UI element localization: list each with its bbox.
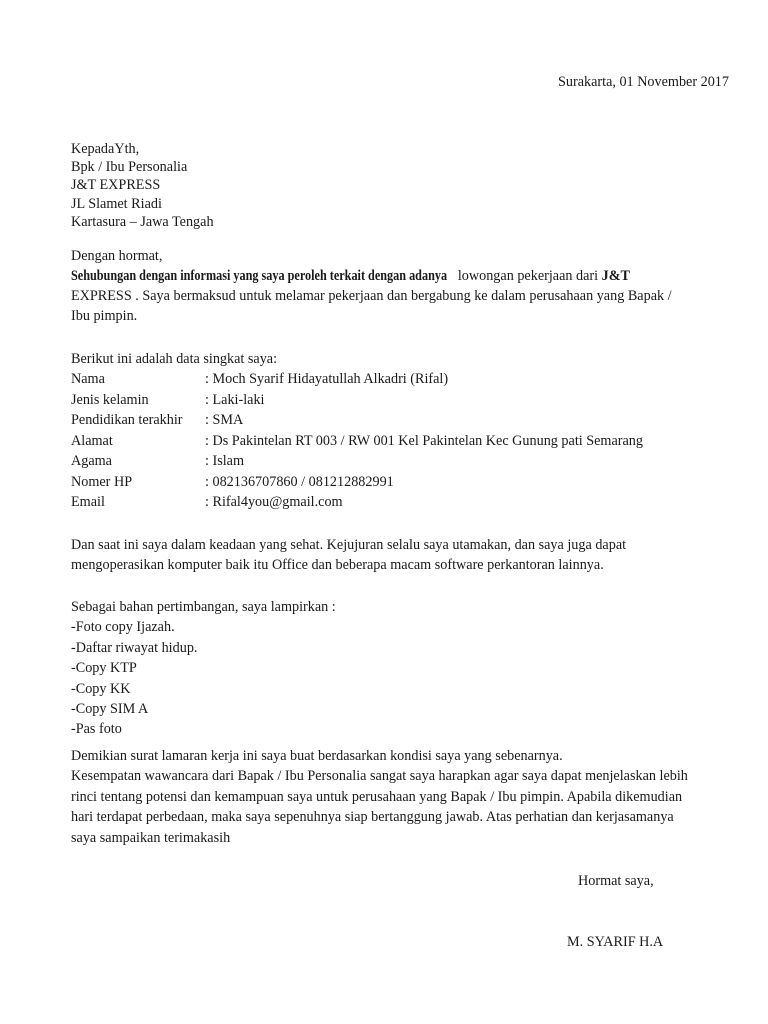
data-label: Agama [71,453,112,469]
paragraph-line: saya sampaikan terimakasih [71,829,231,846]
letter-date: Surakarta, 01 November 2017 [558,74,729,90]
recipient-company: J&T EXPRESS [71,177,161,194]
recipient-line: Bpk / Ibu Personalia [71,159,188,176]
recipient-city: Kartasura – Jawa Tengah [71,213,214,230]
data-value: : Moch Syarif Hidayatullah Alkadri (Rifal) [205,371,449,387]
company-name: J&T [601,268,630,284]
intro-bold-text: Sehubungan dengan informasi yang saya peroleh terkait dengan adanya [71,268,448,284]
attachments-list [71,597,721,740]
data-value: : Laki-laki [205,391,265,408]
intro-paragraph [71,266,721,327]
data-value: : Rifal4you@gmail.com [205,494,343,510]
signature-name: M. SYARIF H.A [567,934,664,950]
data-value: : Ds Pakintelan RT 003 / RW 001 Kel Pakintelan Kec Gunung pati Semarang [205,432,643,449]
data-value: : Islam [205,453,245,469]
company-name-cont: EXPRESS [71,288,132,305]
list-item: -Copy KK [71,680,131,697]
paragraph-line: Dan saat ini saya dalam keadaan yang sehat. Kejujuran selalu saya utamakan, dan saya juga dapat [71,537,627,553]
health-paragraph [71,535,721,576]
paragraph-line: mengoperasikan komputer baik itu Office dan beberapa macam software perkantoran lainnya. [71,557,604,574]
data-label: Email [71,494,105,510]
data-label: Nama [71,371,105,387]
attachments-heading: Sebagai bahan pertimbangan, saya lampirkan : [71,599,336,615]
paragraph-line: Kesempatan wawancara dari Bapak / Ibu Personalia sangat saya harapkan agar saya dapat menjelaskan lebih [71,768,688,785]
closing-paragraph [71,746,721,848]
data-label: Pendidikan terakhir [71,412,183,428]
data-label: Alamat [71,432,113,449]
intro-text: . Saya bermaksud untuk melamar pekerjaan dan bergabung ke dalam perusahaan yang Bapak / [131,288,672,305]
list-item: -Copy SIM A [71,700,149,717]
greeting: Dengan hormat, [71,248,163,264]
data-label: Nomer HP [71,473,133,490]
intro-text: Ibu pimpin. [71,308,138,325]
recipient-line: KepadaYth, [71,141,140,157]
intro-text: lowongan pekerjaan dari [454,268,602,284]
data-label: Jenis kelamin [71,391,149,408]
list-item: -Pas foto [71,721,122,738]
paragraph-line: hari terdapat perbedaan, maka saya sepenuhnya siap bertanggung jawab. Atas perhatian dan kerjasamanya [71,809,674,826]
data-value: : 082136707860 / 081212882991 [205,473,394,490]
list-item: -Daftar riwayat hidup. [71,639,198,656]
data-value: : SMA [205,412,244,428]
list-item: -Foto copy Ijazah. [71,619,175,636]
list-item: -Copy KTP [71,660,137,677]
recipient-street: JL Slamet Riadi [71,195,162,212]
regards: Hormat saya, [578,873,654,889]
paragraph-line: Demikian surat lamaran kerja ini saya buat berdasarkan kondisi saya yang sebenarnya. [71,748,563,764]
data-heading: Berikut ini adalah data singkat saya: [71,351,278,367]
paragraph-line: rinci tentang potensi dan kemampuan saya untuk perusahaan yang Bapak / Ibu pimpin. Apabila dikemudian [71,788,683,805]
recipient-address [71,140,721,231]
